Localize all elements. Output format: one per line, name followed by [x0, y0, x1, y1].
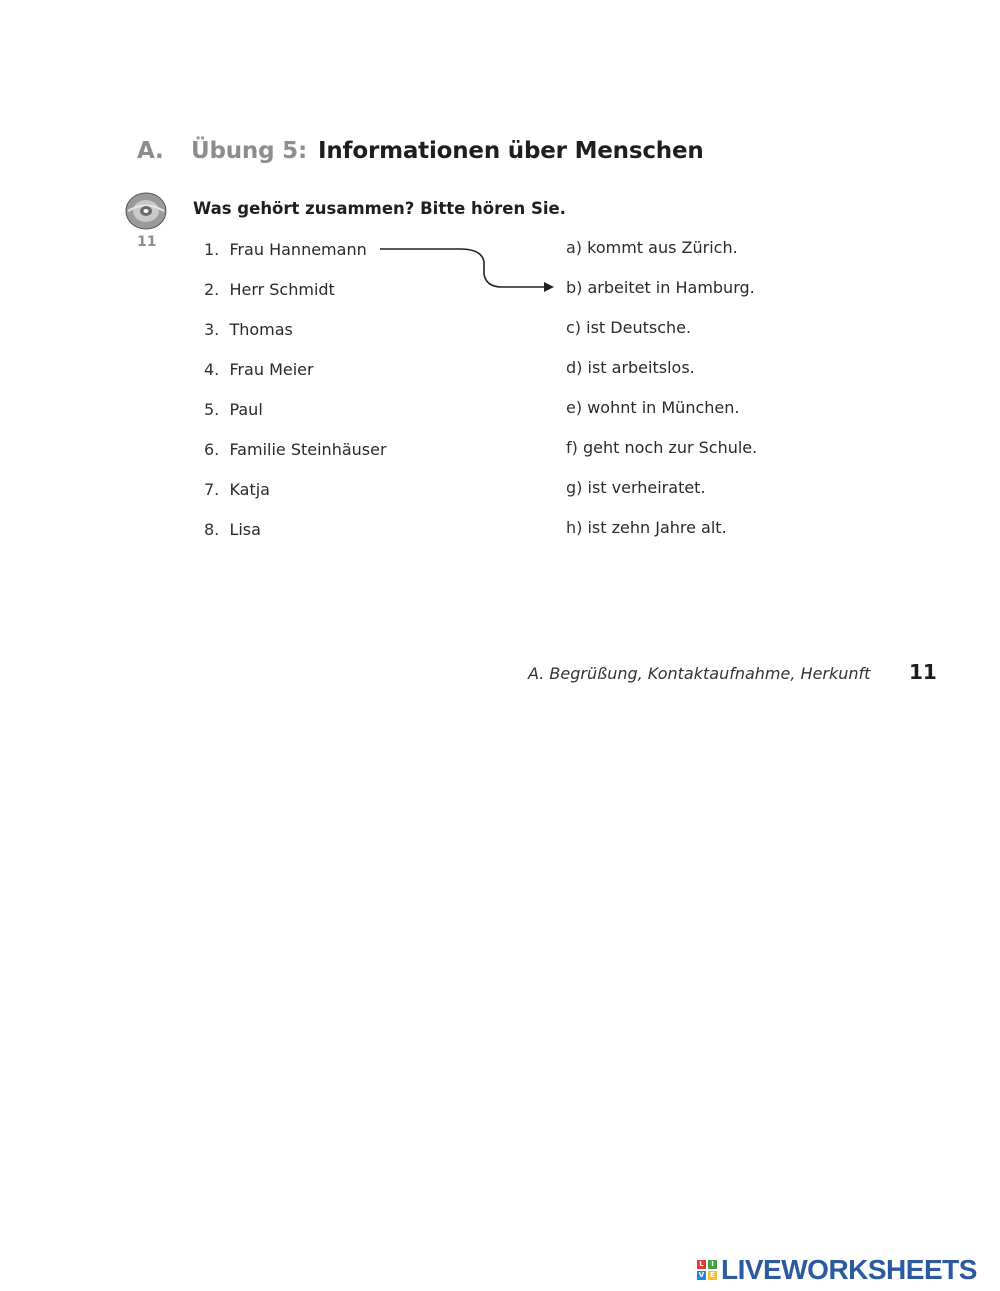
list-item: c) ist Deutsche.: [566, 318, 692, 337]
list-item: 4. Frau Meier: [204, 360, 314, 379]
logo-grid-icon: L I V E: [697, 1260, 717, 1280]
list-item: h) ist zehn Jahre alt.: [566, 518, 727, 537]
liveworksheets-logo: [697, 1255, 977, 1285]
list-item: f) geht noch zur Schule.: [566, 438, 758, 457]
example-match-arrow: [378, 240, 558, 300]
list-item: e) wohnt in München.: [566, 398, 740, 417]
list-item: 1. Frau Hannemann: [204, 240, 367, 259]
page-title: Informationen über Menschen: [318, 138, 704, 164]
list-item: d) ist arbeitslos.: [566, 358, 695, 377]
list-item: g) ist verheiratet.: [566, 478, 706, 497]
list-item: a) kommt aus Zürich.: [566, 238, 738, 257]
track-number: 11: [137, 234, 157, 250]
list-item: 6. Familie Steinhäuser: [204, 440, 387, 459]
instruction: Was gehört zusammen? Bitte hören Sie.: [193, 199, 566, 218]
page-number: 11: [909, 660, 937, 684]
section-label: A.: [137, 138, 164, 164]
brand-text: LIVEWORKSHEETS: [721, 1254, 977, 1285]
chapter-footer: A. Begrüßung, Kontaktaufnahme, Herkunft: [528, 664, 871, 683]
list-item: b) arbeitet in Hamburg.: [566, 278, 755, 297]
exercise-number: Übung 5:: [191, 138, 307, 164]
list-item: 8. Lisa: [204, 520, 261, 539]
list-item: 3. Thomas: [204, 320, 293, 339]
list-item: 7. Katja: [204, 480, 270, 499]
cd-icon[interactable]: [125, 190, 167, 232]
list-item: 5. Paul: [204, 400, 263, 419]
list-item: 2. Herr Schmidt: [204, 280, 335, 299]
